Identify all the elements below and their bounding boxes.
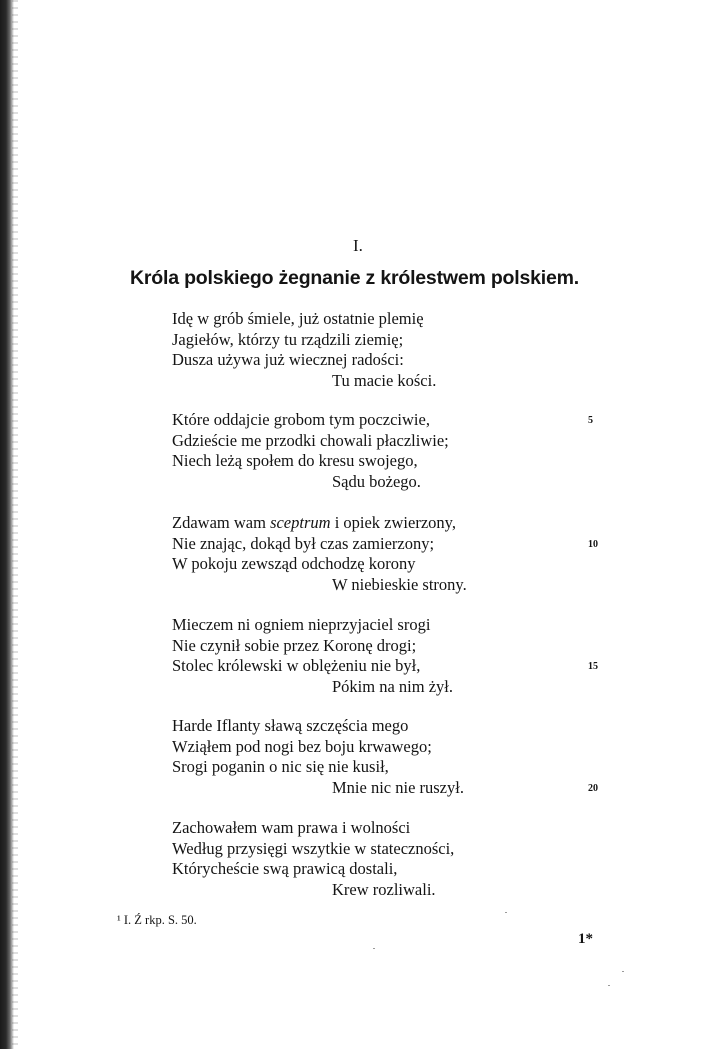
paper-speck bbox=[622, 971, 624, 972]
stanza bbox=[172, 410, 612, 492]
verse-line bbox=[172, 309, 612, 330]
verse-text: Mieczem ni ogniem nieprzyjaciel srogi bbox=[172, 615, 431, 634]
italic-word: sceptrum bbox=[270, 513, 331, 532]
verse-text: Krew rozliwali. bbox=[332, 879, 436, 899]
verse-text: W niebieskie strony. bbox=[332, 574, 467, 594]
stanza bbox=[172, 818, 612, 900]
verse-text: Jagiełów, którzy tu rządzili ziemię; bbox=[172, 329, 404, 349]
verse-text: Mnie nic nie ruszył. bbox=[332, 777, 464, 797]
verse-text: Pókim na nim żył. bbox=[332, 676, 453, 696]
verse-line bbox=[172, 636, 612, 657]
line-number: 15 bbox=[588, 661, 598, 672]
verse-text: Idę w grób śmiele, już ostatnie plemię bbox=[172, 309, 424, 328]
verse-text: Którycheście swą prawicą dostali, bbox=[172, 859, 398, 878]
verse-text: Niech leżą społem do kresu swojego, bbox=[172, 451, 418, 470]
refrain-line bbox=[172, 472, 612, 493]
paper-speck bbox=[505, 912, 507, 913]
verse-line bbox=[172, 737, 612, 758]
verse-text: Dusza używa już wiecznej radości: bbox=[172, 350, 404, 369]
paper-speck bbox=[608, 985, 610, 986]
stanza bbox=[172, 615, 612, 697]
stanza bbox=[172, 716, 612, 798]
verse-text: i opiek zwierzony, bbox=[330, 513, 456, 532]
verse-line bbox=[172, 350, 612, 371]
verse-line bbox=[172, 615, 612, 636]
poem-title: Króla polskiego żegnanie z królestwem polskiem. bbox=[130, 267, 579, 289]
verse-line bbox=[172, 330, 612, 351]
paper-speck bbox=[373, 948, 375, 949]
refrain-line bbox=[172, 575, 612, 596]
verse-text: Harde Iflanty sławą szczęścia mego bbox=[172, 716, 409, 735]
footnote: ¹ I. Ź rkp. S. 50. bbox=[117, 913, 197, 927]
verse-line bbox=[172, 716, 612, 737]
stanza bbox=[172, 513, 612, 595]
verse-text: Stolec królewski w oblężeniu nie był, bbox=[172, 656, 421, 675]
verse-line bbox=[172, 757, 612, 778]
verse-text: Nie czynił sobie przez Koronę drogi; bbox=[172, 635, 417, 655]
verse-line bbox=[172, 818, 612, 839]
line-number: 20 bbox=[588, 782, 598, 794]
verse-line bbox=[172, 859, 612, 880]
verse-text: W pokoju zewsząd odchodzę korony bbox=[172, 554, 416, 573]
refrain-line bbox=[172, 880, 612, 901]
verse-line bbox=[172, 410, 612, 431]
verse-line bbox=[172, 656, 612, 677]
verse-text: Gdzieście me przodki chowali płaczliwie; bbox=[172, 430, 449, 450]
line-number: 5 bbox=[588, 415, 593, 426]
verse-text: Srogi poganin o nic się nie kusił, bbox=[172, 757, 389, 776]
verse-line bbox=[172, 431, 612, 452]
verse-text: Nie znając, dokąd był czas zamierzony; bbox=[172, 533, 435, 553]
verse-text: Wziąłem pod nogi bez boju krwawego; bbox=[172, 736, 432, 756]
printer-signature-mark: 1* bbox=[578, 931, 593, 947]
refrain-line bbox=[172, 371, 612, 392]
verse-line bbox=[172, 534, 612, 555]
verse-text: Zdawam wam bbox=[172, 513, 271, 532]
section-number: I. bbox=[353, 236, 363, 255]
refrain-line bbox=[172, 677, 612, 698]
verse-line bbox=[172, 451, 612, 472]
verse-line bbox=[172, 554, 612, 575]
verse-text: Które oddajcie grobom tym poczciwie, bbox=[172, 410, 430, 429]
verse-line bbox=[172, 513, 612, 534]
line-number: 10 bbox=[588, 538, 598, 550]
verse-text: Sądu bożego. bbox=[332, 471, 421, 491]
page-edge-texture bbox=[12, 0, 18, 1049]
verse-text: Zachowałem wam prawa i wolności bbox=[172, 818, 411, 837]
verse-text: Według przysięgi wszytkie w stateczności, bbox=[172, 838, 455, 858]
verse-line bbox=[172, 839, 612, 860]
refrain-line bbox=[172, 778, 612, 799]
verse-text: Tu macie kości. bbox=[332, 370, 437, 390]
stanza bbox=[172, 309, 612, 391]
